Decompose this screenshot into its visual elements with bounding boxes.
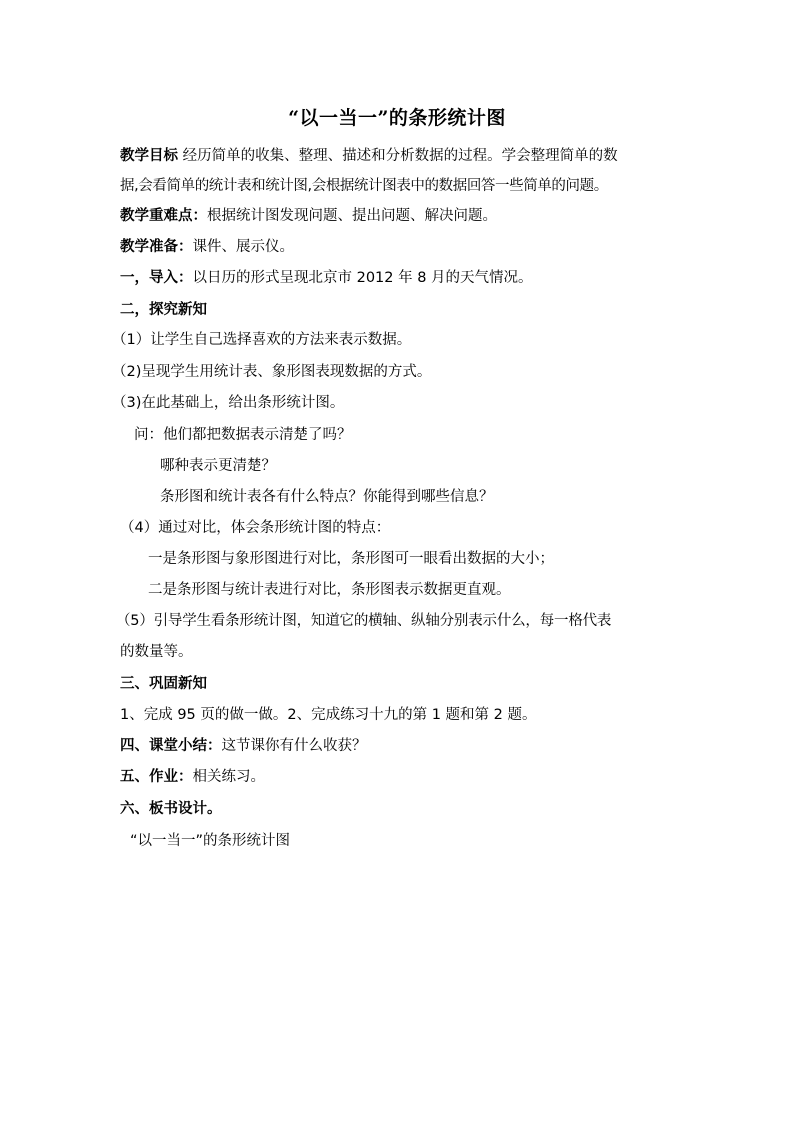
goal-line-1 bbox=[120, 146, 680, 166]
goal-text-1: 经历简单的收集、整理、描述和分析数据的过程。学会整理简单的数 bbox=[178, 148, 618, 164]
section-2-item-2: （2)呈现学生用统计表、象形图表现数据的方式。 bbox=[112, 364, 432, 380]
comparison-2: 二是条形图与统计表进行对比，条形图表示数据更直观。 bbox=[148, 582, 511, 598]
key-points-text: 根据统计图发现问题、提出问题、解决问题。 bbox=[207, 208, 497, 224]
section-6-heading: 六、板书设计。 bbox=[120, 801, 222, 817]
section-3-heading: 三、巩固新知 bbox=[120, 676, 207, 692]
preparation-text: 课件、展示仪。 bbox=[192, 239, 294, 255]
section-4-line bbox=[120, 736, 680, 756]
section-5-line bbox=[120, 767, 680, 787]
board-design-title: “以一当一”的条形统计图 bbox=[130, 833, 291, 849]
section-2-item-4: （4）通过对比，体会条形统计图的特点： bbox=[120, 520, 391, 536]
section-5-text: 相关练习。 bbox=[192, 769, 265, 785]
question-3: 条形图和统计表各有什么特点？你能得到哪些信息？ bbox=[160, 489, 494, 505]
section-1-line bbox=[120, 268, 680, 288]
section-2-item-3: （3)在此基础上，给出条形统计图。 bbox=[112, 395, 345, 411]
section-1-text: 以日历的形式呈现北京市 2012 年 8 月的天气情况。 bbox=[192, 270, 533, 286]
section-4-label: 四、课堂小结： bbox=[120, 738, 222, 754]
document-title: “以一当一”的条形统计图 bbox=[288, 107, 506, 129]
section-4-text: 这节课你有什么收获？ bbox=[221, 738, 367, 754]
section-2-item-5-line-1: （5）引导学生看条形统计图，知道它的横轴、纵轴分别表示什么，每一格代表 bbox=[116, 613, 612, 629]
goal-label: 教学目标 bbox=[120, 148, 178, 164]
preparation-line bbox=[120, 237, 680, 257]
section-3-text: 1、完成 95 页的做一做。2、完成练习十九的第 1 题和第 2 题。 bbox=[120, 707, 537, 723]
section-2-item-5-line-2: 的数量等。 bbox=[120, 644, 193, 660]
key-points-line bbox=[120, 206, 680, 226]
key-points-label: 教学重难点： bbox=[120, 208, 207, 224]
section-5-label: 五、作业： bbox=[120, 769, 193, 785]
question-2: 哪种表示更清楚？ bbox=[160, 458, 276, 474]
preparation-label: 教学准备： bbox=[120, 239, 193, 255]
comparison-1: 一是条形图与象形图进行对比，条形图可一眼看出数据的大小； bbox=[148, 551, 554, 567]
question-1: 问：他们都把数据表示清楚了吗？ bbox=[134, 427, 352, 443]
section-2-item-1: （1）让学生自己选择喜欢的方法来表示数据。 bbox=[112, 332, 412, 348]
goal-line-2: 据,会看简单的统计表和统计图,会根据统计图表中的数据回答一些简单的问题。 bbox=[120, 178, 608, 194]
section-2-heading: 二，探究新知 bbox=[120, 302, 207, 318]
section-1-label: 一，导入： bbox=[120, 270, 193, 286]
